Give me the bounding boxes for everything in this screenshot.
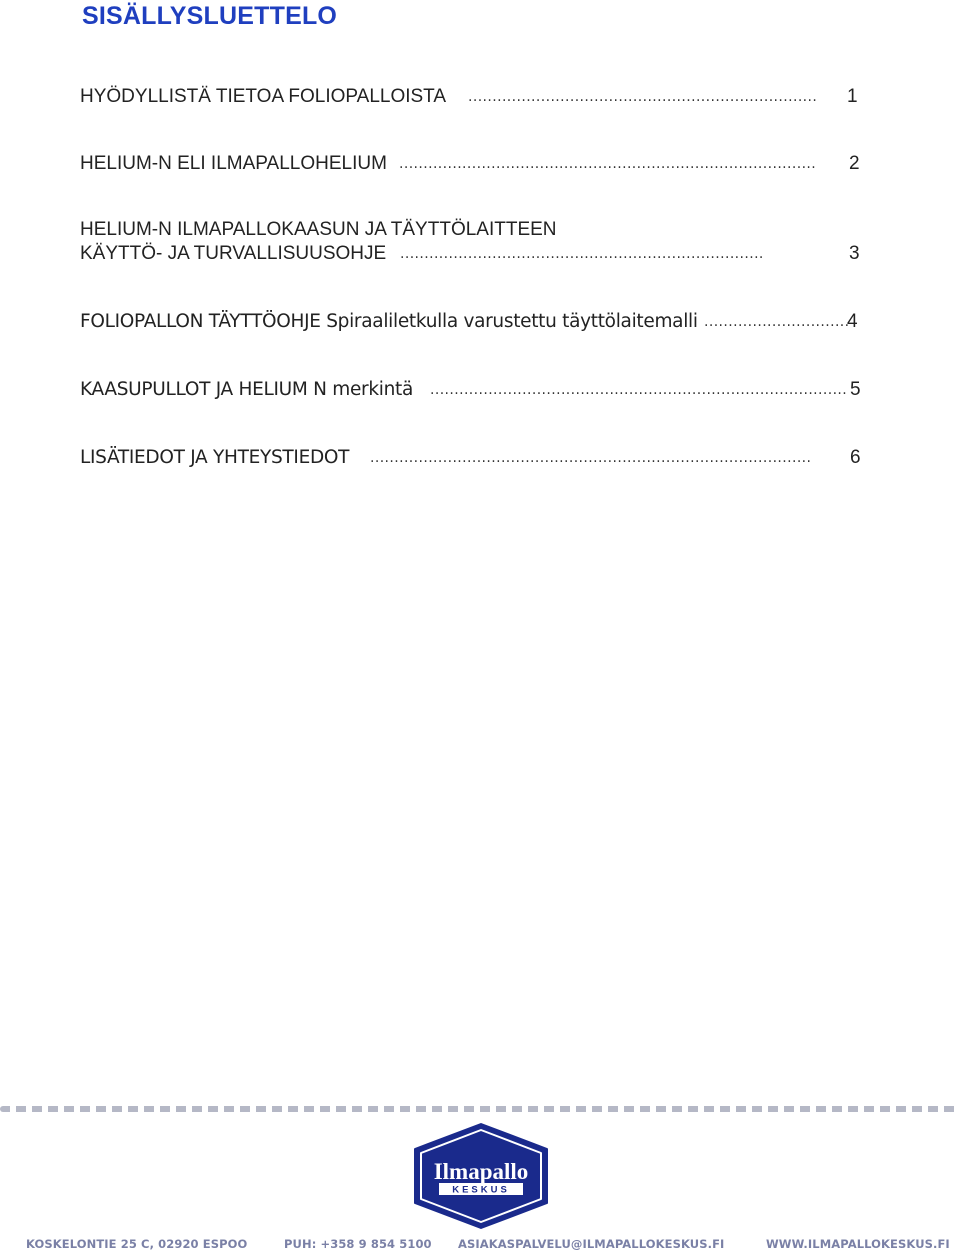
toc-entry-4[interactable]: [80, 310, 880, 334]
toc-leader-dots: ..............................: [704, 314, 850, 330]
logo-subtitle: KESKUS: [452, 1184, 510, 1196]
toc-entry-text: KÄYTTÖ- JA TURVALLISUUSOHJE: [80, 243, 387, 264]
toc-leader-dots: ........................................................................: [468, 89, 818, 105]
toc-entry-5[interactable]: [80, 378, 880, 402]
toc-page-number: 2: [849, 153, 860, 174]
toc-leader-dots: ......................................................................................: [399, 156, 817, 172]
toc-entry-1[interactable]: [80, 85, 880, 109]
toc-entry-6[interactable]: [80, 446, 880, 470]
footer-dashed-divider: [0, 1106, 960, 1112]
toc-entry-text: FOLIOPALLON TÄYTTÖOHJE Spiraaliletkulla varustettu täyttölaitemalli: [80, 311, 698, 332]
ilmapallo-keskus-logo[interactable]: [411, 1121, 551, 1231]
footer-website[interactable]: WWW.ILMAPALLOKESKUS.FI: [766, 1237, 950, 1251]
toc-entry-text: HYÖDYLLISTÄ TIETOA FOLIOPALLOISTA: [80, 86, 447, 107]
toc-page-number: 4: [847, 311, 858, 332]
footer-phone[interactable]: PUH: +358 9 854 5100: [284, 1237, 432, 1251]
footer-address: KOSKELONTIE 25 C, 02920 ESPOO: [26, 1237, 248, 1251]
toc-page-number: 5: [850, 379, 861, 400]
toc-entry-text: KAASUPULLOT JA HELIUM N merkintä: [80, 379, 414, 400]
toc-entry-3[interactable]: [80, 242, 880, 266]
toc-entry-text: LISÄTIEDOT JA YHTEYSTIEDOT: [80, 447, 350, 468]
toc-leader-dots: ......................................................................................: [430, 382, 848, 398]
toc-entry-text: HELIUM-N ELI ILMAPALLOHELIUM: [80, 153, 387, 174]
toc-page-number: 3: [849, 243, 860, 264]
toc-page-number: 1: [847, 86, 858, 107]
toc-leader-dots: ...........................................................................................: [370, 450, 812, 466]
toc-entry-3-line1: HELIUM-N ILMAPALLOKAASUN JA TÄYTTÖLAITTEEN: [80, 219, 557, 240]
toc-page-number: 6: [850, 447, 861, 468]
toc-entry-2[interactable]: [80, 152, 880, 176]
logo-wordmark: Ilmapallo: [433, 1159, 529, 1184]
toc-leader-dots: ...........................................................................: [400, 246, 764, 262]
footer-email[interactable]: ASIAKASPALVELU@ILMAPALLOKESKUS.FI: [458, 1237, 725, 1251]
page-title: SISÄLLYSLUETTELO: [82, 2, 338, 30]
